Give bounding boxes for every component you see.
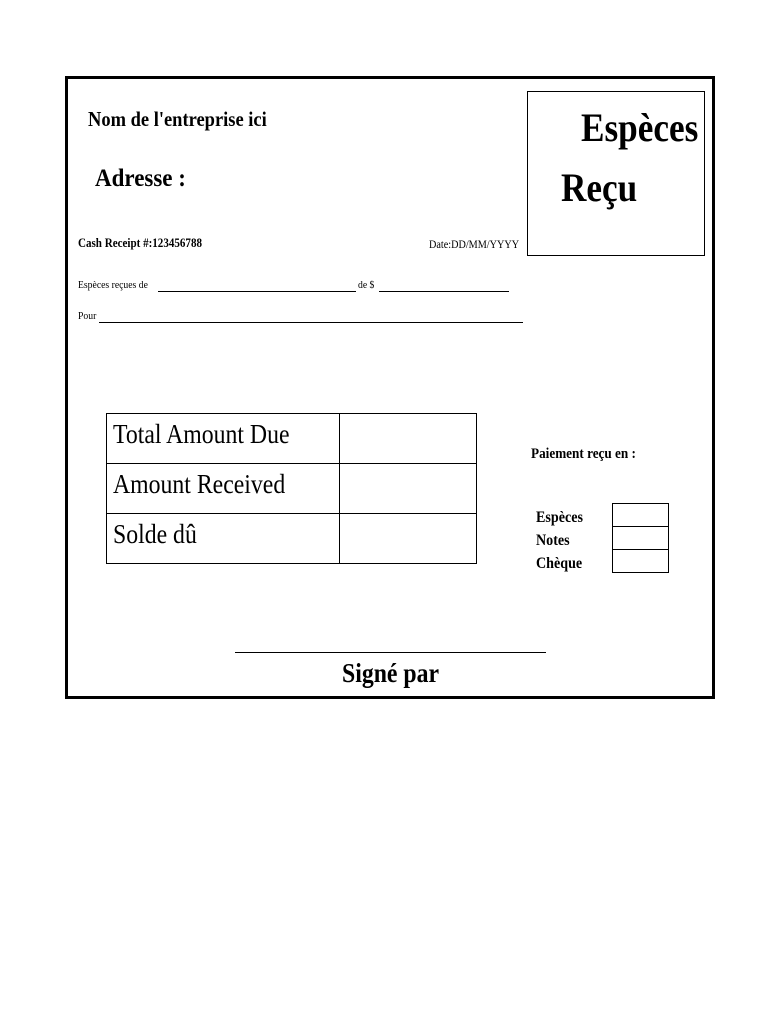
payment-received-title: Paiement reçu en : (531, 446, 636, 462)
table-row (107, 464, 477, 514)
balance-due-label: Solde dû (107, 514, 340, 564)
payment-method-notes-label: Notes (536, 532, 570, 549)
receipt-date: Date:DD/MM/YYYY (429, 237, 520, 251)
cash-receipt (65, 76, 715, 699)
payment-method-notes-checkbox[interactable] (612, 526, 669, 550)
signed-by-label: Signé par (342, 658, 440, 688)
total-amount-due-label: Total Amount Due (107, 414, 340, 464)
amount-dollar-line[interactable] (379, 291, 509, 292)
company-name: Nom de l'entreprise ici (88, 107, 267, 131)
balance-due-value[interactable] (340, 514, 477, 564)
received-from-line[interactable] (158, 291, 356, 292)
table-row (107, 414, 477, 464)
received-from-label: Espèces reçues de (78, 279, 148, 291)
for-line[interactable] (99, 322, 523, 323)
receipt-number: Cash Receipt #:123456788 (78, 235, 203, 250)
receipt-title-line2: Reçu (561, 165, 638, 210)
amounts-table (106, 413, 477, 564)
amount-received-value[interactable] (340, 464, 477, 514)
payment-method-cheque-label: Chèque (536, 555, 583, 572)
table-row (107, 514, 477, 564)
address-label: Adresse : (95, 165, 186, 192)
signature-line[interactable] (235, 652, 546, 653)
for-label: Pour (78, 310, 97, 322)
payment-method-cash-label: Espèces (536, 509, 583, 526)
total-amount-due-value[interactable] (340, 414, 477, 464)
payment-method-cash-checkbox[interactable] (612, 503, 669, 527)
amount-dollar-label: de $ (358, 279, 375, 291)
receipt-title-line1: Espèces (581, 105, 699, 150)
payment-method-cheque-checkbox[interactable] (612, 549, 669, 573)
amount-received-label: Amount Received (107, 464, 340, 514)
receipt-title-box (527, 91, 705, 256)
